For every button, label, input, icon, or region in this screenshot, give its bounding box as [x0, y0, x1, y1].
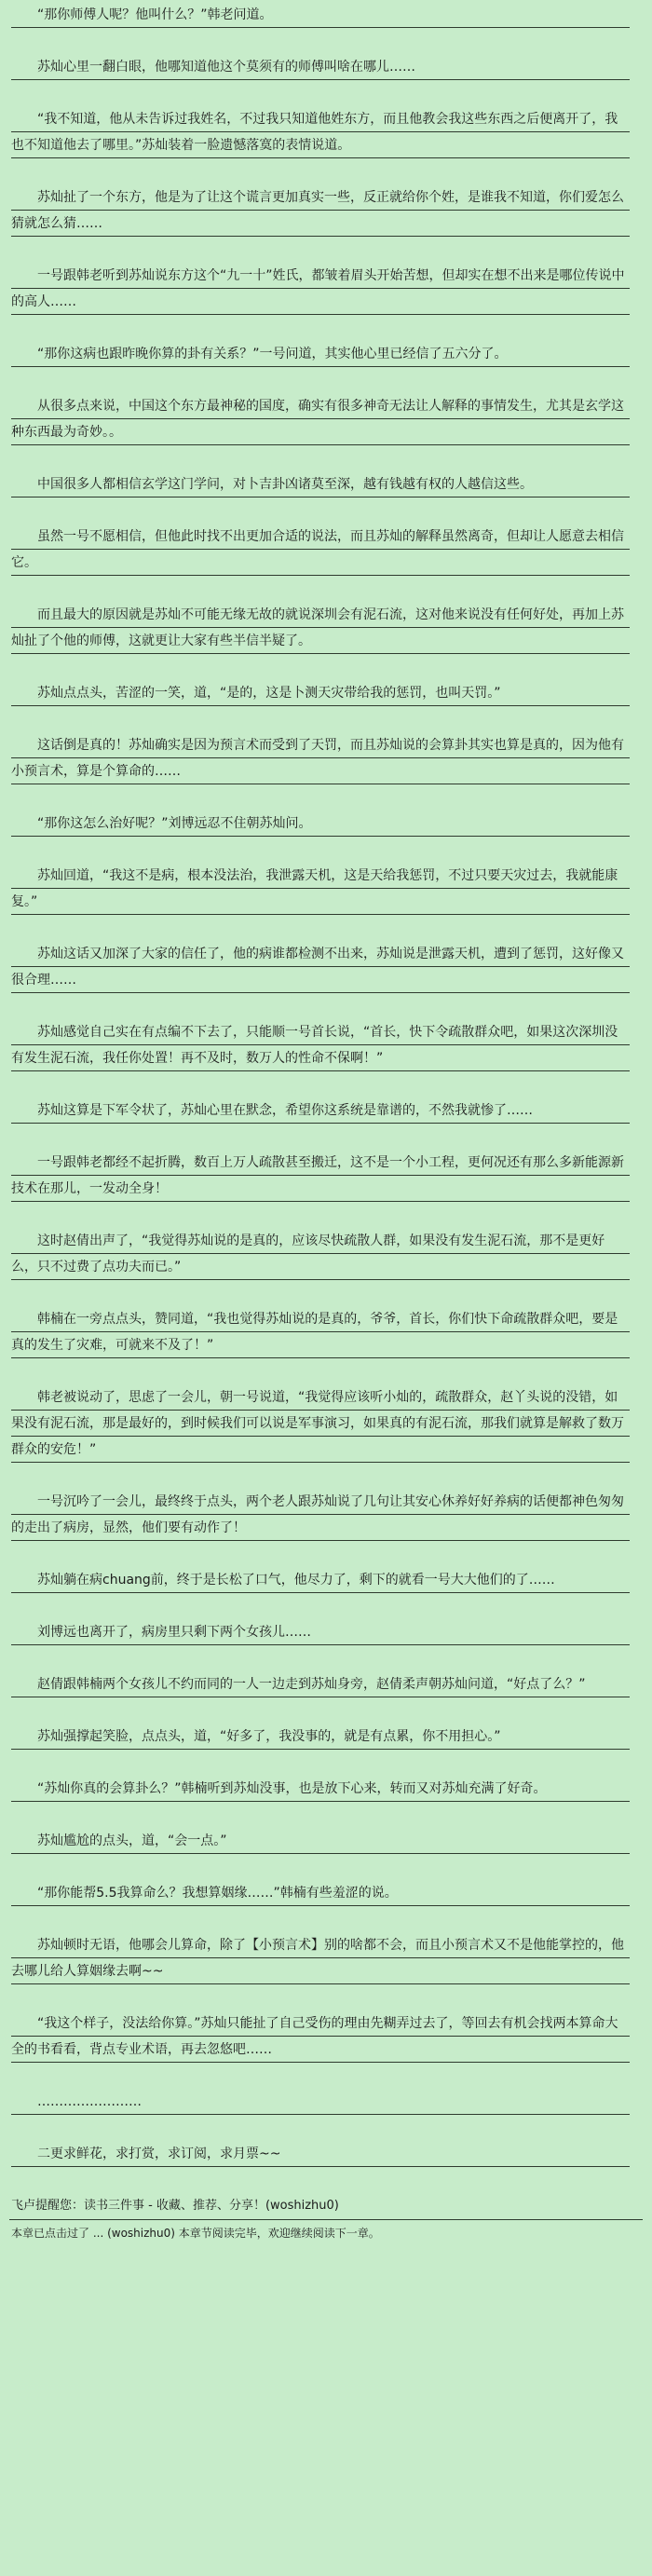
paragraph-text: “那你能帮5.5我算命么？我想算姻缘……”韩楠有些羞涩的说。 — [11, 1880, 630, 1906]
paragraph-gap — [9, 28, 643, 54]
chapter-paragraph — [9, 106, 643, 158]
paragraph-gap — [9, 1750, 643, 1776]
paragraph-gap — [9, 1984, 643, 2010]
paragraph-text: 苏灿点点头，苦涩的一笑，道，“是的，这是卜测天灾带给我的惩罚，也叫天罚。” — [11, 680, 630, 706]
paragraph-gap — [9, 1802, 643, 1828]
paragraph-gap — [9, 784, 643, 811]
paragraph-text: 虽然一号不愿相信，但他此时找不出更加合适的说法，而且苏灿的解释虽然离奇，但却让人愿意去相信它。 — [11, 524, 630, 576]
paragraph-text: 一号沉吟了一会儿，最终终于点头，两个老人跟苏灿说了几句让其安心休养好好养病的话便都神色匆匆的走出了病房，显然，他们要有动作了！ — [11, 1489, 630, 1541]
paragraph-gap — [9, 576, 643, 602]
paragraph-text: 从很多点来说，中国这个东方最神秘的国度，确实有很多神奇无法让人解释的事情发生，尤其是玄学这种东西最为奇妙。。 — [11, 393, 630, 445]
paragraph-gap — [9, 2167, 643, 2193]
paragraph-gap — [9, 1697, 643, 1724]
chapter-paragraph — [9, 1489, 643, 1541]
paragraph-gap — [9, 1593, 643, 1619]
chapter-end-notice: 本章已点击过了 ... (woshizhu0) 本章节阅读完毕，欢迎继续阅读下一章。 — [11, 2227, 380, 2240]
paragraph-gap — [9, 315, 643, 341]
paragraph-text: 苏灿这话又加深了大家的信任了，他的病谁都检测不出来，苏灿说是泄露天机，遭到了惩罚，这好像又很合理…… — [11, 941, 630, 993]
paragraph-text: 苏灿尴尬的点头，道，“会一点。” — [11, 1828, 630, 1854]
paragraph-text: 苏灿强撑起笑脸，点点头，道，“好多了，我没事的，就是有点累，你不用担心。” — [11, 1724, 630, 1750]
chapter-paragraph — [9, 1932, 643, 1984]
paragraph-gap — [9, 654, 643, 680]
paragraph-gap — [9, 993, 643, 1019]
paragraph-text: 一号跟韩老听到苏灿说东方这个“九一十”姓氏，都皱着眉头开始苦想，但却实在想不出来是哪位传说中的高人…… — [11, 263, 630, 315]
chapter-paragraph — [9, 524, 643, 576]
chapter-paragraph — [9, 811, 643, 837]
paragraph-text: “那你这病也跟昨晚你算的卦有关系？”一号问道，其实他心里已经信了五六分了。 — [11, 341, 630, 367]
paragraph-gap — [9, 2115, 643, 2141]
chapter-paragraph — [9, 1567, 643, 1593]
chapter-paragraph — [9, 54, 643, 80]
chapter-paragraph — [9, 184, 643, 237]
paragraph-text: 这话倒是真的！苏灿确实是因为预言术而受到了天罚，而且苏灿说的会算卦其实也算是真的，因为他有小预言术，算是个算命的…… — [11, 732, 630, 784]
paragraph-text: 苏灿顿时无语，他哪会儿算命，除了【小预言术】别的啥都不会，而且小预言术又不是他能掌控的，他去哪儿给人算姻缘去啊~~ — [11, 1932, 630, 1984]
paragraph-text: 苏灿扯了一个东方，他是为了让这个谎言更加真实一些，反正就给你个姓，是谁我不知道，你们爱怎么猜就怎么猜…… — [11, 184, 630, 237]
chapter-paragraph — [9, 341, 643, 367]
chapter-paragraph — [9, 1019, 643, 1071]
paragraph-text: “苏灿你真的会算卦么？”韩楠听到苏灿没事，也是放下心来，转而又对苏灿充满了好奇。 — [11, 1776, 630, 1802]
chapter-paragraph — [9, 1384, 643, 1463]
paragraph-text: 刘博远也离开了，病房里只剩下两个女孩儿…… — [11, 1619, 630, 1645]
paragraph-gap — [9, 2063, 643, 2089]
chapter-paragraph — [9, 2, 643, 28]
paragraph-text: 苏灿回道，“我这不是病，根本没法治，我泄露天机，这是天给我惩罚，不过只要天灾过去，我就能康复。” — [11, 863, 630, 915]
paragraph-text: 苏灿这算是下军令状了，苏灿心里在默念，希望你这系统是靠谱的，不然我就惨了…… — [11, 1097, 630, 1124]
paragraph-text: 苏灿躺在病chuang前，终于是长松了口气，他尽力了，剩下的就看一号大大他们的了…… — [11, 1567, 630, 1593]
paragraph-gap — [9, 915, 643, 941]
chapter-paragraph — [9, 1150, 643, 1202]
chapter-paragraph — [9, 732, 643, 784]
paragraph-gap — [9, 1358, 643, 1384]
paragraph-text: 苏灿感觉自己实在有点编不下去了，只能顺一号首长说，“首长，快下令疏散群众吧，如果这次深圳没有发生泥石流，我任你处置！再不及时，数万人的性命不保啊！” — [11, 1019, 630, 1071]
chapter-paragraph — [9, 1880, 643, 1906]
chapter-paragraph — [9, 2089, 643, 2115]
paragraph-text: “那你师傅人呢？他叫什么？”韩老问道。 — [11, 2, 630, 28]
paragraph-text: “那你这怎么治好呢？”刘博远忍不住朝苏灿问。 — [11, 811, 630, 837]
paragraph-gap — [9, 497, 643, 524]
chapter-paragraph — [9, 1097, 643, 1124]
paragraph-text: “我这个样子，没法给你算。”苏灿只能扯了自己受伤的理由先糊弄过去了，等回去有机会找两本算命大全的书看看，背点专业术语，再去忽悠吧…… — [11, 2010, 630, 2063]
paragraph-text: “我不知道，他从未告诉过我姓名，不过我只知道他姓东方，而且他教会我这些东西之后便离开了，我也不知道他去了哪里。”苏灿装着一脸遗憾落寞的表情说道。 — [11, 106, 630, 158]
paragraph-text: 而且最大的原因就是苏灿不可能无缘无故的就说深圳会有泥石流，这对他来说没有任何好处，再加上苏灿扯了个他的师傅，这就更让大家有些半信半疑了。 — [11, 602, 630, 654]
chapter-paragraph — [9, 1828, 643, 1854]
chapter-paragraph — [9, 2141, 643, 2167]
paragraph-gap — [9, 1280, 643, 1306]
paragraph-gap — [9, 1906, 643, 1932]
paragraph-gap — [9, 706, 643, 732]
paragraph-gap — [9, 80, 643, 106]
paragraph-gap — [9, 1071, 643, 1097]
paragraph-gap — [9, 1124, 643, 1150]
paragraph-text: 一号跟韩老都经不起折腾，数百上万人疏散甚至搬迁，这不是一个小工程，更何况还有那么多新能源新技术在那儿，一发动全身！ — [11, 1150, 630, 1202]
chapter-paragraph — [9, 263, 643, 315]
paragraph-gap — [9, 1463, 643, 1489]
paragraph-text: 韩老被说动了，思虑了一会儿，朝一号说道，“我觉得应该听小灿的，疏散群众，赵丫头说的没错，如果没有泥石流，那是最好的，到时候我们可以说是军事演习，如果真的有泥石流，那我们就算是解救了数万群众的安危！” — [11, 1384, 630, 1463]
paragraph-text: 韩楠在一旁点点头，赞同道，“我也觉得苏灿说的是真的，爷爷，首长，你们快下命疏散群众吧，要是真的发生了灾难，可就来不及了！” — [11, 1306, 630, 1358]
paragraph-gap — [9, 1541, 643, 1567]
chapter-paragraph — [9, 1671, 643, 1697]
chapter-paragraph — [9, 1228, 643, 1280]
chapter-paragraph — [9, 680, 643, 706]
paragraph-text: 这时赵倩出声了，“我觉得苏灿说的是真的，应该尽快疏散人群，如果没有发生泥石流，那不是更好么，只不过费了点功夫而已。” — [11, 1228, 630, 1280]
paragraph-text: 苏灿心里一翻白眼，他哪知道他这个莫须有的师傅叫啥在哪儿…… — [11, 54, 630, 80]
chapter-paragraph — [9, 393, 643, 445]
paragraph-gap — [9, 1854, 643, 1880]
paragraph-text: 中国很多人都相信玄学这门学问，对卜吉卦凶诸莫至深，越有钱越有权的人越信这些。 — [11, 471, 630, 497]
paragraph-gap — [9, 158, 643, 184]
reading-notice: 飞卢提醒您：读书三件事 - 收藏、推荐、分享！(woshizhu0) — [9, 2193, 643, 2220]
chapter-paragraph — [9, 1619, 643, 1645]
paragraph-gap — [9, 1645, 643, 1671]
paragraph-gap — [9, 1202, 643, 1228]
chapter-paragraph — [9, 1776, 643, 1802]
paragraph-text: 二更求鲜花，求打赏，求订阅，求月票~~ — [11, 2141, 630, 2167]
paragraph-gap — [9, 837, 643, 863]
paragraph-text: …………………… — [11, 2089, 630, 2115]
chapter-paragraph — [9, 1724, 643, 1750]
paragraph-gap — [9, 237, 643, 263]
chapter-paragraph — [9, 863, 643, 915]
paragraph-text: 赵倩跟韩楠两个女孩儿不约而同的一人一边走到苏灿身旁，赵倩柔声朝苏灿问道，“好点了么？” — [11, 1671, 630, 1697]
chapter-paragraph — [9, 471, 643, 497]
chapter-paragraph — [9, 2010, 643, 2063]
chapter-paragraph — [9, 1306, 643, 1358]
paragraph-gap — [9, 445, 643, 471]
chapter-paragraph — [9, 941, 643, 993]
chapter-paragraph — [9, 602, 643, 654]
paragraph-gap — [9, 367, 643, 393]
